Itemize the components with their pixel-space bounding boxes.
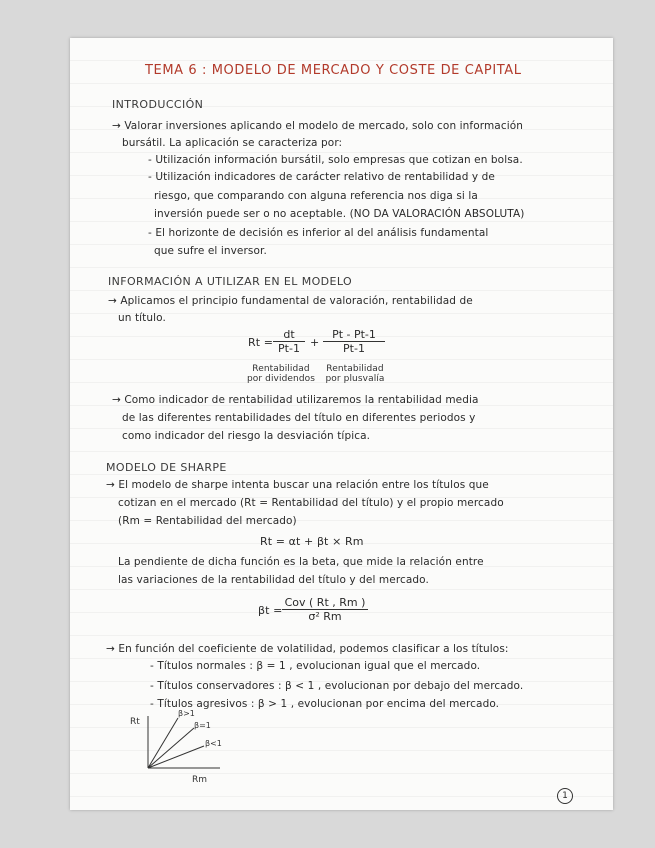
fraction-numerator: dt — [273, 328, 305, 342]
beta-greater-line — [148, 718, 178, 768]
intro-line: - El horizonte de decisión es inferior al del análisis fundamental — [148, 227, 489, 239]
fraction-denominator: Pt-1 — [343, 342, 365, 355]
intro-line: que sufre el inversor. — [154, 245, 267, 257]
fraction-numerator: Cov ( Rt , Rm ) — [282, 596, 368, 610]
beta-sketch — [128, 706, 238, 786]
intro-line: - Utilización información bursátil, solo empresas que cotizan en bolsa. — [148, 154, 523, 166]
page-title: TEMA 6 : MODELO DE MERCADO Y COSTE DE CAPITAL — [145, 63, 522, 78]
sharpe-line: - Títulos conservadores : β < 1 , evolucionan por debajo del mercado. — [150, 680, 524, 692]
x-axis-label: Rm — [192, 775, 208, 785]
beta-equal-line — [148, 728, 194, 768]
beta-less-label: β<1 — [205, 739, 222, 748]
page-number: 1 — [557, 788, 573, 804]
beta-equal-label: β=1 — [194, 721, 211, 730]
sharpe-line: - Títulos agresivos : β > 1 , evolucionan por encima del mercado. — [150, 698, 500, 710]
sharpe-line: las variaciones de la rentabilidad del título y del mercado. — [118, 574, 429, 586]
fraction-denominator: σ² Rm — [308, 610, 342, 623]
formula-plus: + — [310, 336, 320, 349]
intro-line: → Valorar inversiones aplicando el modelo de mercado, solo con información — [112, 120, 524, 132]
fraction-dividend — [273, 328, 305, 355]
beta-greater-label: β>1 — [178, 709, 195, 718]
info-line: → Aplicamos el principio fundamental de valoración, rentabilidad de — [108, 295, 473, 307]
sharpe-line: cotizan en el mercado (Rt = Rentabilidad del título) y el propio mercado — [118, 497, 504, 509]
beta-lhs: βt = — [258, 604, 283, 617]
y-axis-label: Rt — [130, 717, 140, 727]
intro-heading: INTRODUCCIÓN — [112, 98, 204, 111]
label-dividend-return: Rentabilidad por dividendos — [246, 364, 316, 384]
formula-lhs: Rt = — [248, 336, 274, 349]
fraction-numerator: Pt - Pt-1 — [323, 328, 385, 342]
info-line: de las diferentes rentabilidades del título en diferentes periodos y — [122, 412, 476, 424]
info-line: → Como indicador de rentabilidad utilizaremos la rentabilidad media — [112, 394, 479, 406]
fraction-capital-gain — [323, 328, 385, 355]
sharpe-line: → El modelo de sharpe intenta buscar una relación entre los títulos que — [106, 479, 489, 491]
sharpe-line: - Títulos normales : β = 1 , evolucionan igual que el mercado. — [150, 660, 481, 672]
info-heading: INFORMACIÓN A UTILIZAR EN EL MODELO — [108, 275, 353, 288]
intro-line: inversión puede ser o no aceptable. (NO DA VALORACIÓN ABSOLUTA) — [154, 208, 525, 220]
beta-fraction — [282, 596, 368, 623]
sharpe-line: → En función del coeficiente de volatilidad, podemos clasificar a los títulos: — [106, 643, 509, 655]
sharpe-heading: MODELO DE SHARPE — [106, 461, 227, 474]
info-line: como indicador del riesgo la desviación típica. — [122, 430, 371, 442]
sharpe-line: (Rm = Rentabilidad del mercado) — [118, 515, 297, 527]
notebook-page — [70, 38, 613, 810]
intro-line: - Utilización indicadores de carácter relativo de rentabilidad y de — [148, 171, 495, 183]
sharpe-line: La pendiente de dicha función es la beta, que mide la relación entre — [118, 556, 484, 568]
beta-less-line — [148, 746, 204, 768]
label-capital-gain-return: Rentabilidad por plusvalía — [325, 364, 385, 384]
intro-line: bursátil. La aplicación se caracteriza por: — [122, 137, 343, 149]
sharpe-formula: Rt = αt + βt × Rm — [260, 535, 364, 548]
info-line: un título. — [118, 312, 166, 324]
intro-line: riesgo, que comparando con alguna referencia nos diga si la — [154, 190, 478, 202]
fraction-denominator: Pt-1 — [278, 342, 300, 355]
